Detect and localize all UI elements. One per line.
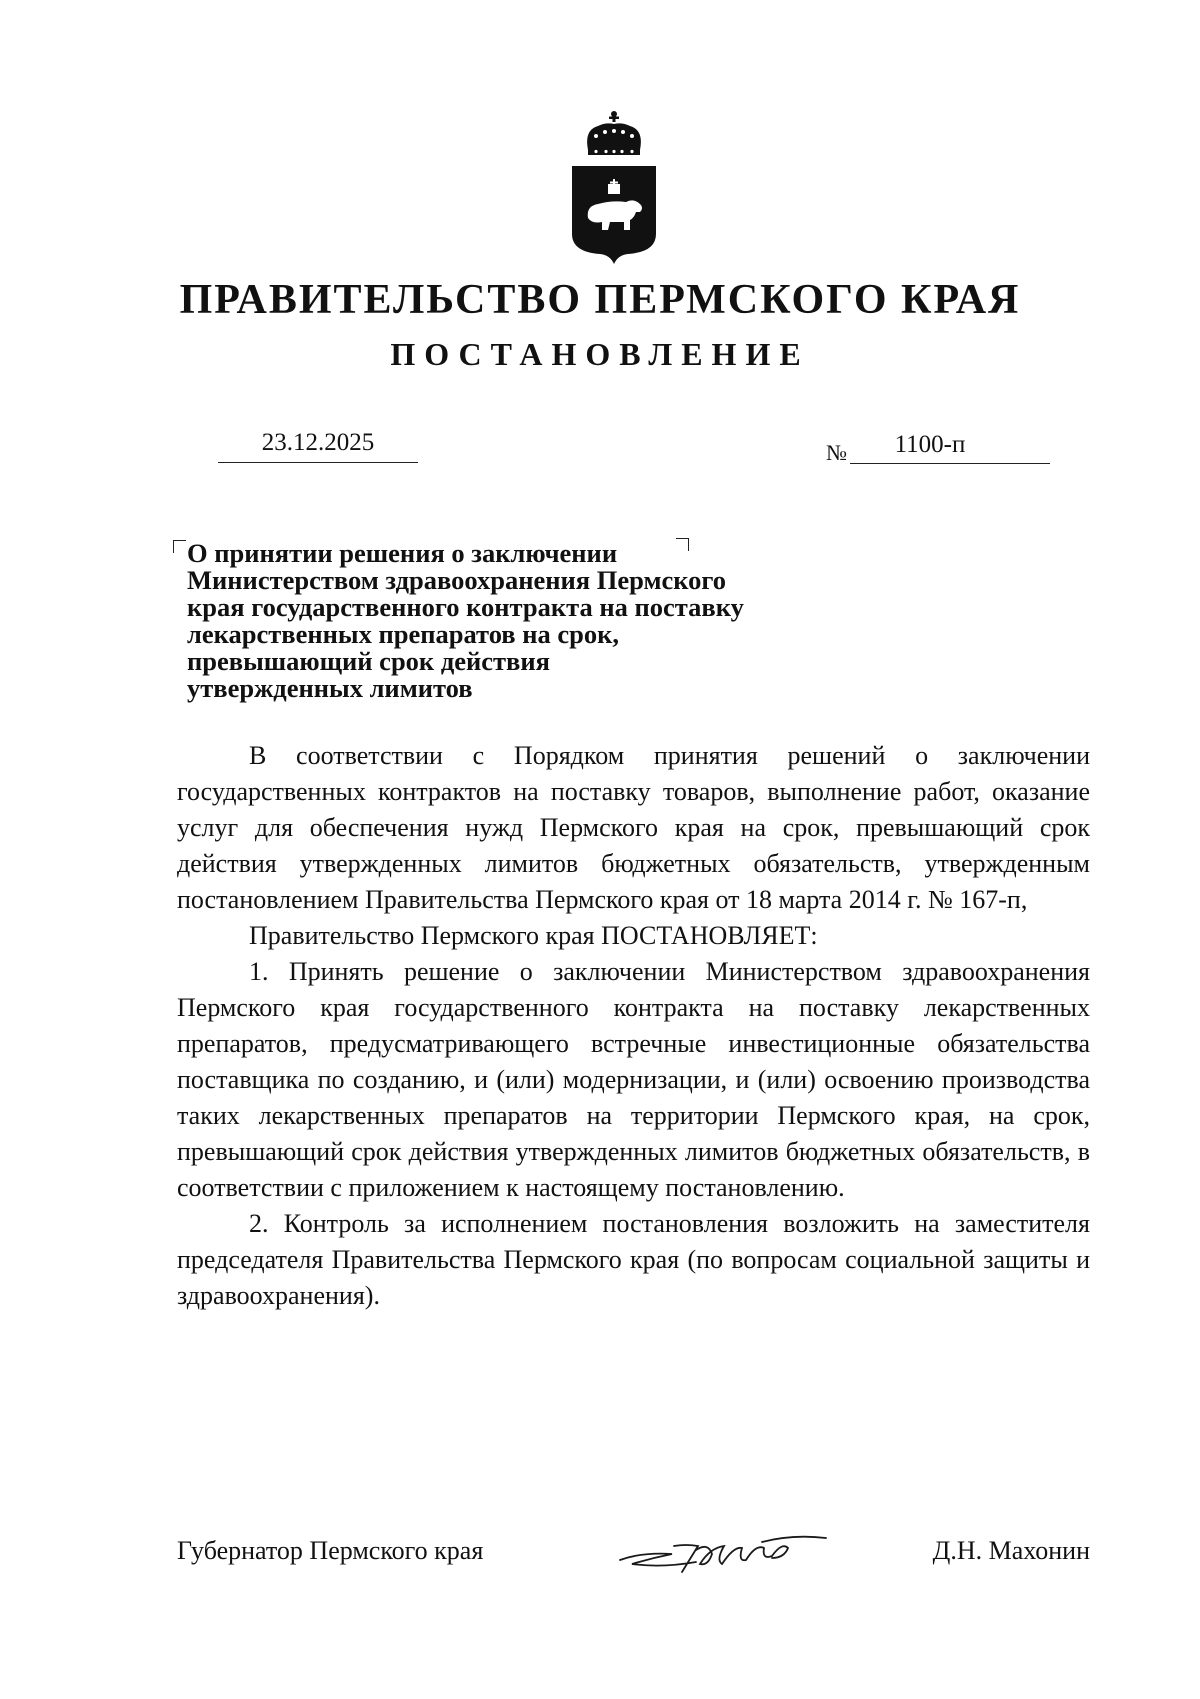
organization-title: ПРАВИТЕЛЬСТВО ПЕРМСКОГО КРАЯ bbox=[179, 277, 1021, 323]
signature-block bbox=[177, 1524, 1090, 1584]
document-number: 1100-п bbox=[850, 426, 1050, 464]
perm-krai-coat-of-arms-icon bbox=[568, 108, 660, 264]
document-subject: О принятии решения о заключении Министерством здравоохранения Пермского края государственного контракта на поставку лекарственных препаратов на срок, превышающий срок действия утвержденных лимитов bbox=[187, 538, 744, 703]
number-label: № bbox=[826, 440, 847, 465]
item-1-paragraph: 1. Принять решение о заключении Министерством здравоохранения Пермского края государственного контракта на поставку лекарственных препаратов, предусматривающего встречные инвестиционные обязательства поставщика по созданию, и (или) модернизации, и (или) освоению производства таких лекарственных препаратов на территории Пермского края, на срок, превышающий срок действия утвержденных лимитов бюджетных обязательств, в соответствии с приложением к настоящему постановлению. bbox=[177, 957, 1090, 1202]
signatory-name: Д.Н. Махонин bbox=[932, 1536, 1090, 1565]
preamble-paragraph: В соответствии с Порядком принятия решений о заключении государственных контрактов на поставку товаров, выполнение работ, оказание услуг для обеспечения нужд Пермского края на срок, превышающий срок действия утвержденных лимитов бюджетных обязательств, утвержденным постановлением Правительства Пермского края от 18 марта 2014 г. № 167-п, bbox=[177, 741, 1090, 914]
handwritten-signature bbox=[612, 1524, 832, 1578]
document-body bbox=[177, 738, 1090, 1314]
item-2-paragraph: 2. Контроль за исполнением постановления возложить на заместителя председателя Правительства Пермского края (по вопросам социальной защиты и здравоохранения). bbox=[177, 1209, 1090, 1310]
document-type-heading: ПОСТАНОВЛЕНИЕ bbox=[390, 336, 810, 372]
signatory-position: Губернатор Пермского края bbox=[177, 1536, 484, 1565]
document-date: 23.12.2025 bbox=[218, 424, 418, 463]
subject-bracket-left bbox=[173, 540, 186, 553]
decree-line: Правительство Пермского края ПОСТАНОВЛЯЕТ: bbox=[249, 921, 818, 950]
